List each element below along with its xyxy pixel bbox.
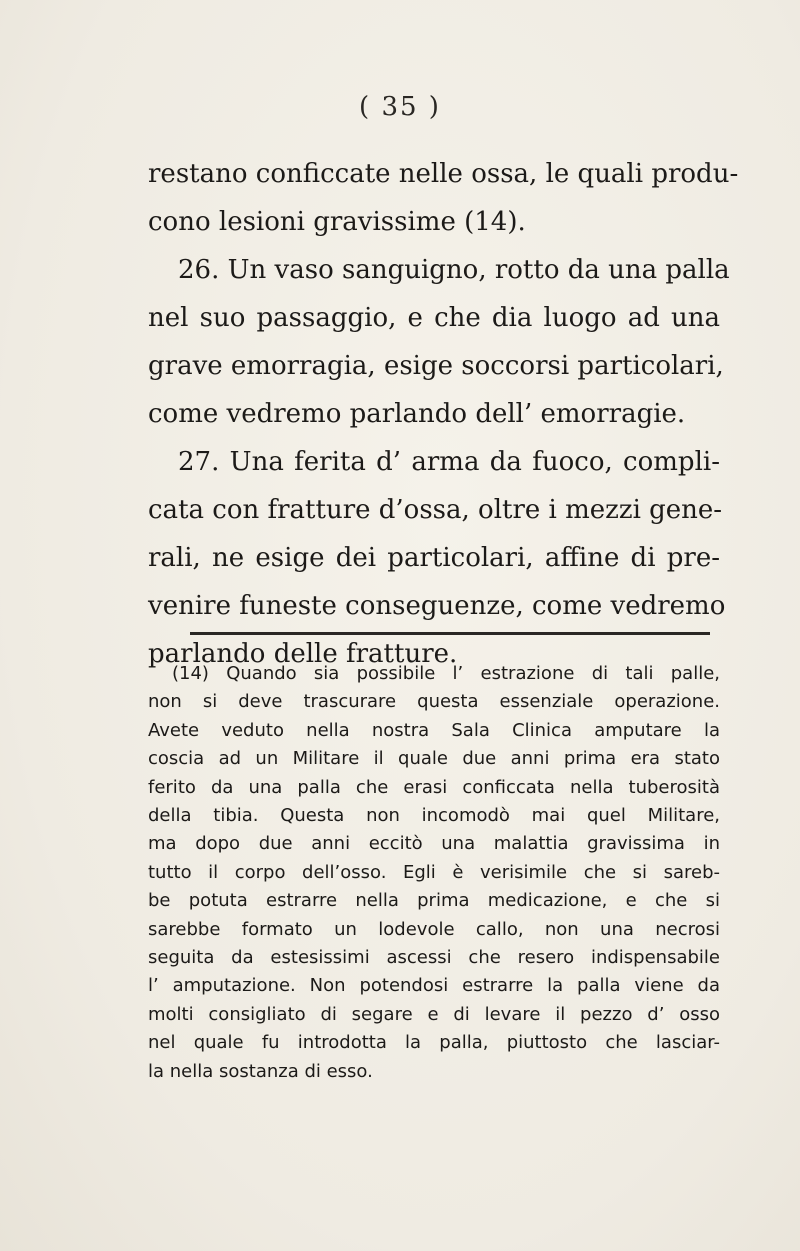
footnote-line: molti consigliato di segare e di levare il pezzo d’ osso: [148, 1003, 720, 1025]
footnote-block: [148, 660, 720, 1086]
footnote-line: non si deve trascurare questa essenziale operazione.: [148, 691, 720, 713]
footnote-line: Avete veduto nella nostra Sala Clinica amputare la: [148, 719, 720, 741]
footnote-line: la nella sostanza di esso.: [148, 1060, 373, 1082]
text-line: grave emorragia, esige soccorsi particolari,: [148, 351, 724, 381]
footnote-line: della tibia. Questa non incomodò mai quel Militare,: [148, 805, 720, 827]
footnote-line: sarebbe formato un lodevole callo, non una necrosi: [148, 918, 720, 940]
text-line: parlando delle fratture.: [148, 639, 458, 669]
text-line: restano conficcate nelle ossa, le quali produ-: [148, 159, 739, 189]
page-number: ( 35 ): [359, 92, 441, 122]
footnote-line: ma dopo due anni eccitò una malattia gravissima in: [148, 833, 720, 855]
footnote-separator-rule: [190, 632, 710, 635]
footnote-line: ferito da una palla che erasi conficcata nella tuberosità: [148, 776, 720, 798]
main-text-block: [148, 150, 739, 678]
text-line: cata con fratture d’ossa, oltre i mezzi gene-: [148, 495, 723, 525]
paragraph-26-start: 26. Un vaso sanguigno, rotto da una palla: [178, 255, 730, 285]
footnote-line: seguita da estesissimi ascessi che resero indispensabile: [148, 947, 720, 969]
text-line: come vedremo parlando dell’ emorragie.: [148, 399, 686, 429]
text-line: nel suo passaggio, e che dia luogo ad una: [148, 303, 720, 333]
text-line: venire funeste conseguenze, come vedremo: [148, 591, 726, 621]
footnote-line: nel quale fu introdotta la palla, piuttosto che lasciar-: [148, 1032, 720, 1054]
text-line: rali, ne esige dei particolari, affine di pre-: [148, 543, 720, 573]
footnote-line: coscia ad un Militare il quale due anni prima era stato: [148, 748, 720, 770]
footnote-line: l’ amputazione. Non potendosi estrarre la palla viene da: [148, 975, 720, 997]
footnote-line: (14) Quando sia possibile l’ estrazione di tali palle,: [172, 663, 720, 684]
text-line: cono lesioni gravissime (14).: [148, 207, 526, 237]
paragraph-27-start: 27. Una ferita d’ arma da fuoco, compli-: [178, 447, 720, 477]
footnote-line: be potuta estrarre nella prima medicazione, e che si: [148, 890, 720, 912]
footnote-line: tutto il corpo dell’osso. Egli è verisimile che si sareb-: [148, 861, 720, 883]
